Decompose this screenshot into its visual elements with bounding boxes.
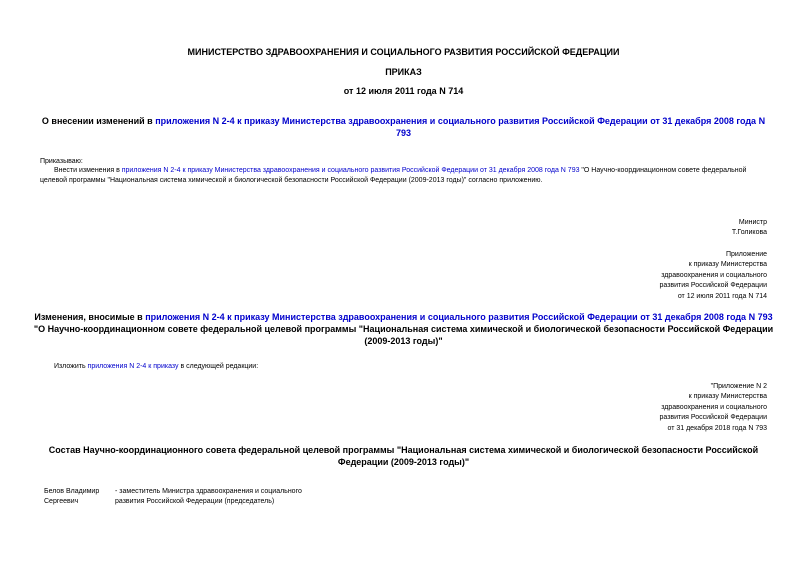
doc-type-heading: ПРИКАЗ (385, 67, 422, 77)
changes-title-suffix: "О Научно-координационном совете федеральной целевой программы "Национальная система химической и биологической безопасности Российской Федерации (2009-2013 годы)" (33, 324, 774, 346)
appendix-1-line: от 12 июля 2011 года N 714 (677, 292, 767, 300)
signature-block (732, 218, 767, 239)
state-suffix: в следующей редакции: (178, 363, 259, 370)
appendix-1-line: здравоохранения и социального (661, 271, 767, 279)
order-paragraph-prefix: Внести изменения в (54, 167, 122, 174)
appendix-1-block (659, 250, 767, 302)
appendix-2-line: к приказу Министерства (688, 393, 767, 401)
order-title-prefix: О внесении изменений в (41, 116, 156, 126)
member-name: Белов Владимир Сергеевич (44, 488, 100, 505)
order-title-link[interactable]: приложения N 2-4 к приказу Министерства здравоохранения и социального развития Российской Федерации от 31 декабря 2008 года N 793 (155, 116, 766, 138)
changes-title-link[interactable]: приложения N 2-4 к приказу Министерства здравоохранения и социального развития Российской Федерации от 31 декабря 2008 года N 793 (145, 312, 773, 322)
order-paragraph (40, 166, 775, 186)
state-link[interactable]: приложения N 2-4 к приказу (87, 363, 179, 370)
composition-title: Состав Научно-координационного совета федеральной целевой программы "Национальная система химической и биологической безопасности Российской Федерации (2009-2013 годы)" (48, 445, 759, 467)
order-word: Приказываю: (40, 158, 83, 165)
signature-position: Министр (738, 219, 767, 226)
state-prefix: Изложить (54, 363, 88, 370)
order-date: от 12 июля 2011 года N 714 (343, 86, 464, 96)
appendix-1-line: развития Российской Федерации (659, 282, 767, 290)
appendix-1-line: к приказу Министерства (688, 261, 767, 269)
appendix-2-line: от 31 декабря 2018 года N 793 (667, 424, 767, 432)
state-paragraph (54, 362, 258, 372)
changes-title-prefix: Изменения, вносимые в (34, 312, 146, 322)
appendix-2-line: "Приложение N 2 (710, 383, 767, 390)
appendix-2-block (659, 382, 767, 434)
member-role: - заместитель Министра здравоохранения и социального развития Российской Федерации (председатель) (115, 488, 302, 505)
signature-name: Т.Голикова (731, 229, 767, 237)
order-title (40, 115, 767, 139)
ministry-heading: МИНИСТЕРСТВО ЗДРАВООХРАНЕНИЯ И СОЦИАЛЬНОГО РАЗВИТИЯ РОССИЙСКОЙ ФЕДЕРАЦИИ (187, 47, 620, 57)
changes-title (30, 311, 777, 347)
appendix-2-line: развития Российской Федерации (659, 414, 767, 422)
order-paragraph-suffix: "О Научно-координационном совете федеральной целевой программы "Национальная система химической и биологической безопасности Российской Федерации (2009-2013 годы)" согласно приложению. (40, 167, 747, 184)
order-paragraph-link[interactable]: приложения N 2-4 к приказу Министерства здравоохранения и социального развития Российской Федерации от 31 декабря 2008 года N 793 (121, 167, 580, 174)
appendix-2-line: здравоохранения и социального (661, 403, 767, 411)
appendix-1-line: Приложение (725, 251, 767, 258)
